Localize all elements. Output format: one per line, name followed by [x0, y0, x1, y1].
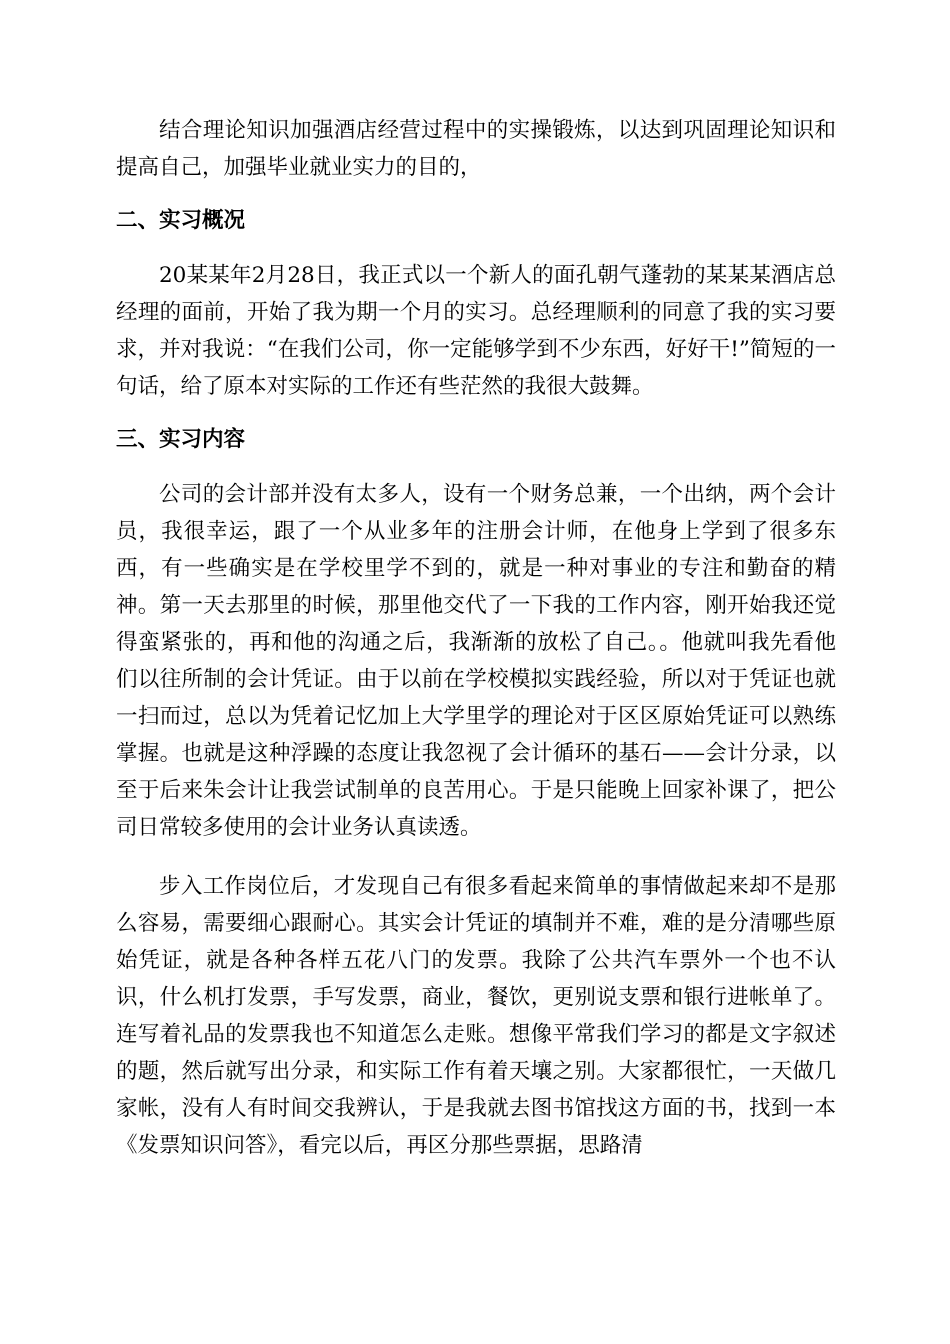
section-heading-overview: 二、实习概况	[116, 208, 246, 233]
intro-paragraph: 结合理论知识加强酒店经营过程中的实操锻炼，以达到巩固理论知识和提高自己，加强毕业就业实力的目的，	[116, 118, 836, 180]
document-page	[116, 112, 836, 1164]
overview-paragraph: 20某某年2月28日，我正式以一个新人的面孔朝气蓬勃的某某某酒店总经理的面前，开始了我为期一个月的实习。总经理顺利的同意了我的实习要求，并对我说：“在我们公司，你一定能够学到不少东西，好好干!”简短的一句话，给了原本对实际的工作还有些茫然的我很大鼓舞。	[116, 263, 836, 399]
section-heading-content: 三、实习内容	[116, 427, 246, 452]
content-paragraph-1: 公司的会计部并没有太多人，设有一个财务总兼，一个出纳，两个会计员，我很幸运，跟了一个从业多年的注册会计师，在他身上学到了很多东西，有一些确实是在学校里学不到的，就是一种对事业的专注和勤奋的精神。第一天去那里的时候，那里他交代了一下我的工作内容，刚开始我还觉得蛮紧张的，再和他的沟通之后，我渐渐的放松了自己。。他就叫我先看他们以往所制的会计凭证。由于以前在学校模拟实践经验，所以对于凭证也就一扫而过，总以为凭着记忆加上大学里学的理论对于区区原始凭证可以熟练掌握。也就是这种浮躁的态度让我忽视了会计循环的基石——会计分录，以至于后来朱会计让我尝试制单的良苦用心。于是只能晚上回家补课了，把公司日常较多使用的会计业务认真读透。	[116, 482, 836, 840]
content-paragraph-2: 步入工作岗位后，才发现自己有很多看起来简单的事情做起来却不是那么容易，需要细心跟耐心。其实会计凭证的填制并不难，难的是分清哪些原始凭证，就是各种各样五花八门的发票。我除了公共汽车票外一个也不认识，什么机打发票，手写发票，商业，餐饮，更别说支票和银行进帐单了。连写着礼品的发票我也不知道怎么走账。想像平常我们学习的都是文字叙述的题，然后就写出分录，和实际工作有着天壤之别。大家都很忙，一天做几家帐，没有人有时间交我辨认，于是我就去图书馆找这方面的书，找到一本《发票知识问答》，看完以后，再区分那些票据，思路清	[116, 874, 836, 1158]
